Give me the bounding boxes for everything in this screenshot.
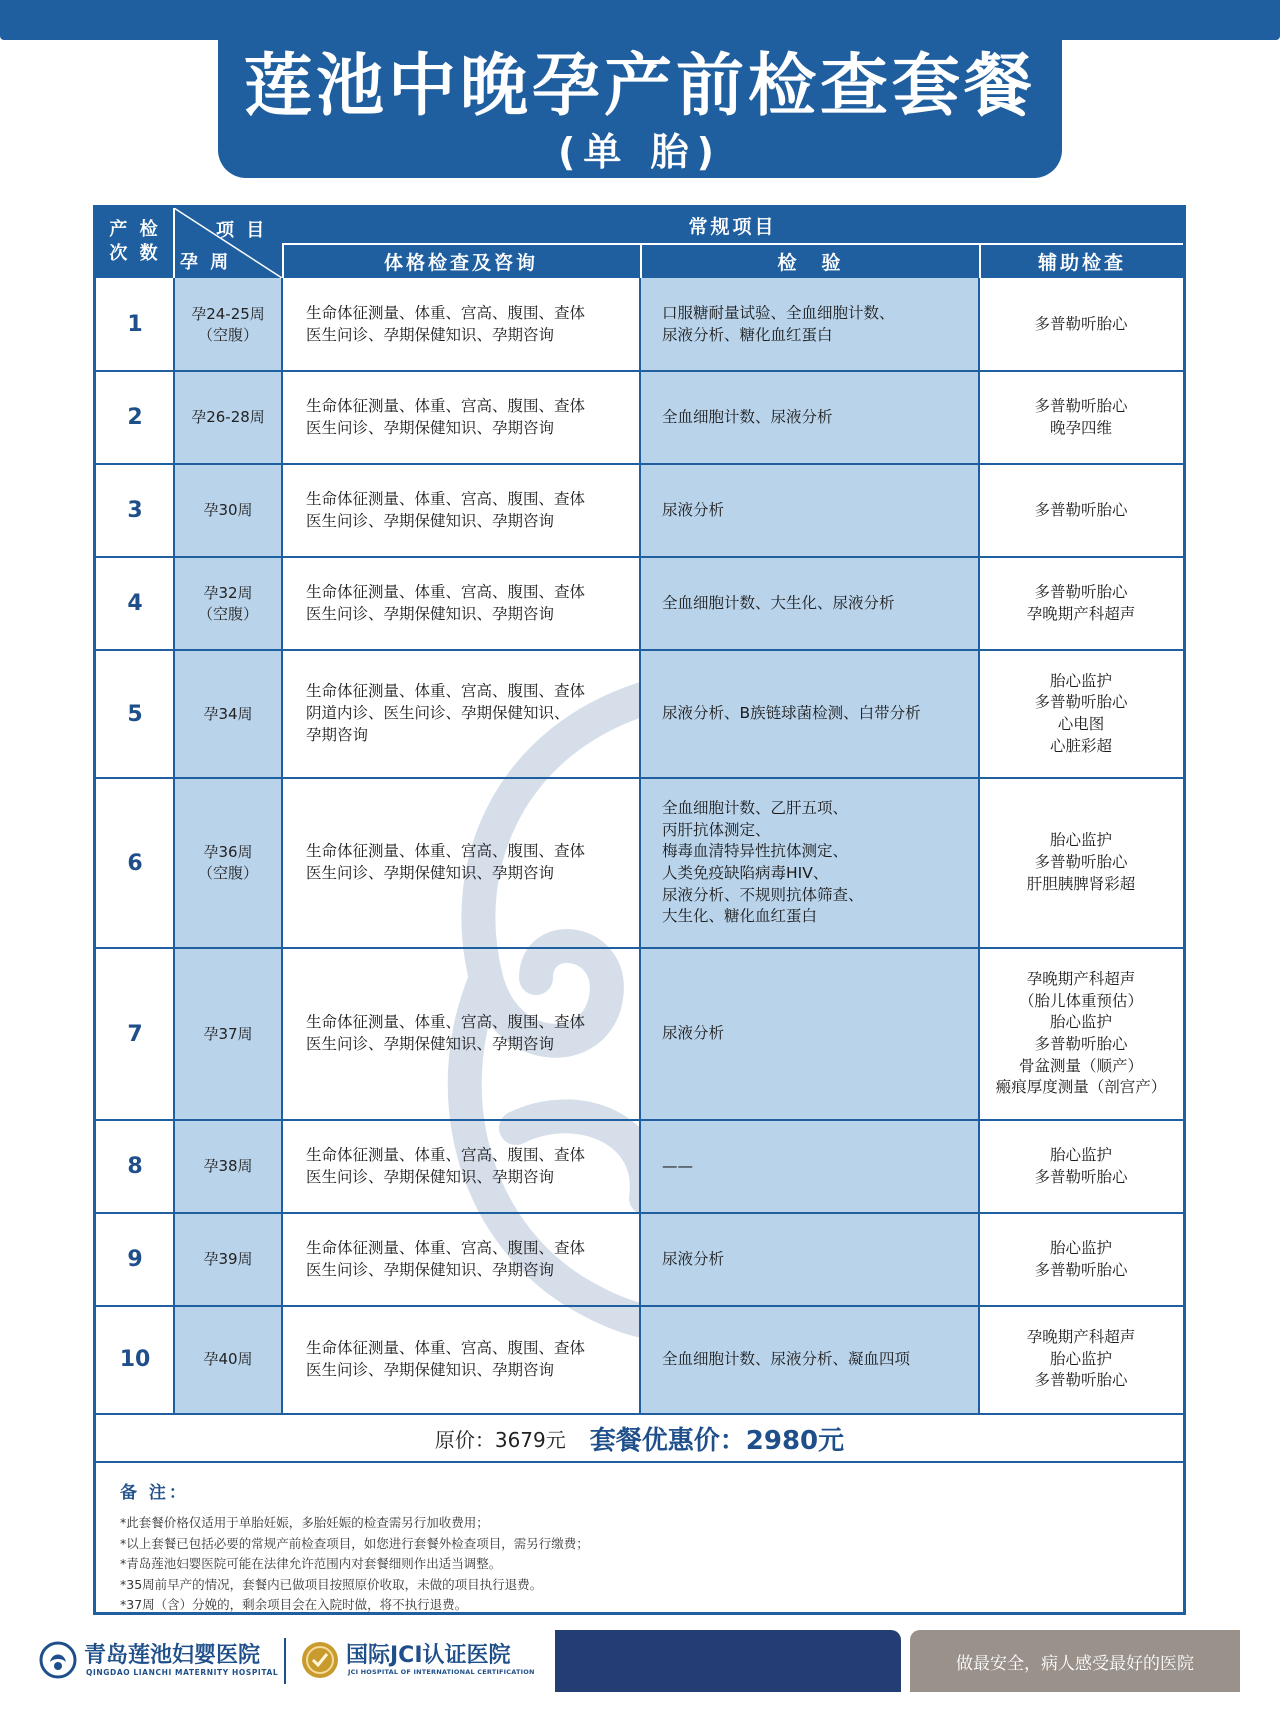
note-item: *35周前早产的情况，套餐内已做项目按照原价收取，未做的项目执行退费。 (120, 1576, 543, 1592)
auxiliary-exam: 多普勒听胎心 (1034, 314, 1128, 333)
auxiliary-exam: 多普勒听胎心 孕晚期产科超声 (1026, 582, 1136, 623)
auxiliary-exam: 多普勒听胎心 (1034, 500, 1128, 519)
hospital-name: 青岛莲池妇婴医院 (84, 1643, 261, 1668)
lab-tests: 全血细胞计数、大生化、尿液分析 (640, 557, 979, 650)
physical-exam: 生命体征测量、体重、宫高、腹围、查体 医生问诊、孕期保健知识、孕期咨询 (306, 1145, 586, 1186)
row-line (96, 1212, 1183, 1214)
visit-number: 1 (127, 312, 143, 337)
gestation-week: 孕30周 (174, 464, 282, 557)
physical-exam: 生命体征测量、体重、宫高、腹围、查体 医生问诊、孕期保健知识、孕期咨询 (306, 582, 586, 623)
lab-tests: 口服糖耐量试验、全血细胞计数、 尿液分析、糖化血红蛋白 (640, 278, 979, 371)
row-line (96, 556, 1183, 558)
physical-exam: 生命体征测量、体重、宫高、腹围、查体 医生问诊、孕期保健知识、孕期咨询 (306, 842, 586, 882)
auxiliary-exam: 胎心监护 多普勒听胎心 (1034, 1145, 1128, 1186)
visit-number: 9 (127, 1247, 143, 1272)
page-subtitle: (单 胎) (558, 130, 722, 174)
auxiliary-exam: 胎心监护 多普勒听胎心 心电图 心脏彩超 (1034, 671, 1128, 755)
visit-number: 3 (127, 498, 143, 523)
auxiliary-exam: 胎心监护 多普勒听胎心 肝胆胰脾肾彩超 (1026, 831, 1136, 893)
physical-exam: 生命体征测量、体重、宫高、腹围、查体 医生问诊、孕期保健知识、孕期咨询 (306, 1013, 586, 1053)
physical-exam: 生命体征测量、体重、宫高、腹围、查体 阴道内诊、医生问诊、孕期保健知识、 孕期咨询 (306, 682, 586, 744)
corner-top-left: 产 检 次 数 (109, 219, 161, 264)
lab-tests: —— (640, 1120, 979, 1213)
visit-number: 4 (127, 591, 143, 616)
gestation-week: 孕40周 (174, 1306, 282, 1413)
physical-exam: 生命体征测量、体重、宫高、腹围、查体 医生问诊、孕期保健知识、孕期咨询 (306, 1238, 586, 1279)
page-title: 莲池中晚孕产前检查套餐 (243, 47, 1036, 126)
price-row (96, 1413, 1183, 1463)
col-line-1 (173, 278, 175, 1413)
lab-tests: 尿液分析、B族链球菌检测、白带分析 (640, 650, 979, 778)
row-line (96, 463, 1183, 465)
notes-section (120, 1478, 1160, 1616)
corner-header (96, 208, 282, 278)
lab-tests: 全血细胞计数、尿液分析、凝血四项 (640, 1306, 979, 1413)
gestation-week: 孕26-28周 (174, 371, 282, 464)
col-line-2 (281, 278, 283, 1413)
lab-tests: 全血细胞计数、乙肝五项、 丙肝抗体测定、 梅毒血清特异性抗体测定、 人类免疫缺陷病毒HIV、 尿液分析、不规则抗体筛查、 大生化、糖化血红蛋白 (640, 778, 979, 948)
gestation-week: 孕37周 (174, 948, 282, 1120)
col-line-4 (978, 278, 980, 1413)
footer (0, 1628, 1280, 1698)
physical-exam: 生命体征测量、体重、宫高、腹围、查体 医生问诊、孕期保健知识、孕期咨询 (306, 489, 586, 530)
row-line (96, 1305, 1183, 1307)
corner-top-right: 项 目 (216, 220, 268, 241)
title-banner (218, 38, 1062, 178)
hospital-logo-icon (38, 1640, 78, 1680)
physical-exam: 生命体征测量、体重、宫高、腹围、查体 医生问诊、孕期保健知识、孕期咨询 (306, 396, 586, 437)
visit-number: 2 (127, 405, 143, 430)
group-header: 常规项目 (282, 208, 1183, 243)
auxiliary-exam: 胎心监护 多普勒听胎心 (1034, 1238, 1128, 1279)
visit-number: 5 (127, 701, 143, 727)
jci-name: 国际JCI认证医院 (346, 1643, 511, 1668)
note-item: *37周（含）分娩的，剩余项目会在入院时做，将不执行退费。 (120, 1597, 468, 1612)
hospital-name-en: QINGDAO LIANCHI MATERNITY HOSPITAL (86, 1668, 279, 1677)
physical-exam: 生命体征测量、体重、宫高、腹围、查体 医生问诊、孕期保健知识、孕期咨询 (306, 303, 586, 344)
header-col-sep-3 (979, 243, 981, 278)
visit-number: 10 (119, 1347, 151, 1372)
lab-tests: 尿液分析 (640, 1213, 979, 1306)
notes-title: 备 注： (120, 1483, 189, 1503)
corner-bottom-left: 孕 周 (180, 252, 232, 273)
header-physical: 体格检查及咨询 (282, 245, 640, 278)
jci-name-en: JCI HOSPITAL OF INTERNATIONAL CERTIFICATION (348, 1668, 535, 1676)
lab-tests: 全血细胞计数、尿液分析 (640, 371, 979, 464)
header-col-sep-2 (640, 243, 642, 278)
row-line (96, 370, 1183, 372)
footer-navy-block (555, 1630, 901, 1692)
gestation-week: 孕32周 （空腹） (174, 557, 282, 650)
footer-divider (284, 1638, 286, 1684)
jci-seal-icon (300, 1640, 340, 1680)
gestation-week: 孕36周 （空腹） (174, 778, 282, 948)
auxiliary-exam: 孕晚期产科超声 胎心监护 多普勒听胎心 (1026, 1327, 1136, 1390)
visit-number: 7 (127, 1021, 143, 1047)
gestation-week: 孕39周 (174, 1213, 282, 1306)
visit-number: 8 (127, 1154, 143, 1179)
lab-tests: 尿液分析 (640, 948, 979, 1120)
package-table (93, 205, 1186, 1615)
row-line (96, 947, 1183, 949)
auxiliary-exam: 孕晚期产科超声 （胎儿体重预估） 胎心监护 多普勒听胎心 骨盆测量（顺产） 瘢痕厚度测量（剖宫产） (995, 969, 1167, 1097)
note-item: *以上套餐已包括必要的常规产前检查项目，如您进行套餐外检查项目，需另行缴费； (120, 1535, 589, 1551)
footer-slogan: 做最安全，病人感受最好的医院 (910, 1630, 1240, 1692)
header-lab: 检 验 (642, 245, 979, 278)
visit-number: 6 (127, 850, 143, 876)
header-col-sep-1 (282, 243, 284, 278)
gestation-week: 孕34周 (174, 650, 282, 778)
row-line (96, 649, 1183, 651)
note-item: *青岛莲池妇婴医院可能在法律允许范围内对套餐细则作出适当调整。 (120, 1556, 502, 1571)
row-line (96, 777, 1183, 779)
header-aux: 辅助检查 (981, 245, 1183, 278)
gestation-week: 孕38周 (174, 1120, 282, 1213)
top-band (0, 0, 1280, 40)
col-line-3 (639, 278, 641, 1413)
physical-exam: 生命体征测量、体重、宫高、腹围、查体 医生问诊、孕期保健知识、孕期咨询 (306, 1338, 586, 1379)
row-line (96, 1119, 1183, 1121)
lab-tests: 尿液分析 (640, 464, 979, 557)
promo-price: 套餐优惠价：2980元 (589, 1425, 845, 1456)
note-item: *此套餐价格仅适用于单胎妊娠，多胎妊娠的检查需另行加收费用； (120, 1515, 489, 1530)
gestation-week: 孕24-25周 （空腹） (174, 278, 282, 371)
auxiliary-exam: 多普勒听胎心 晚孕四维 (1034, 396, 1128, 437)
original-price: 原价：3679元 (434, 1427, 566, 1452)
